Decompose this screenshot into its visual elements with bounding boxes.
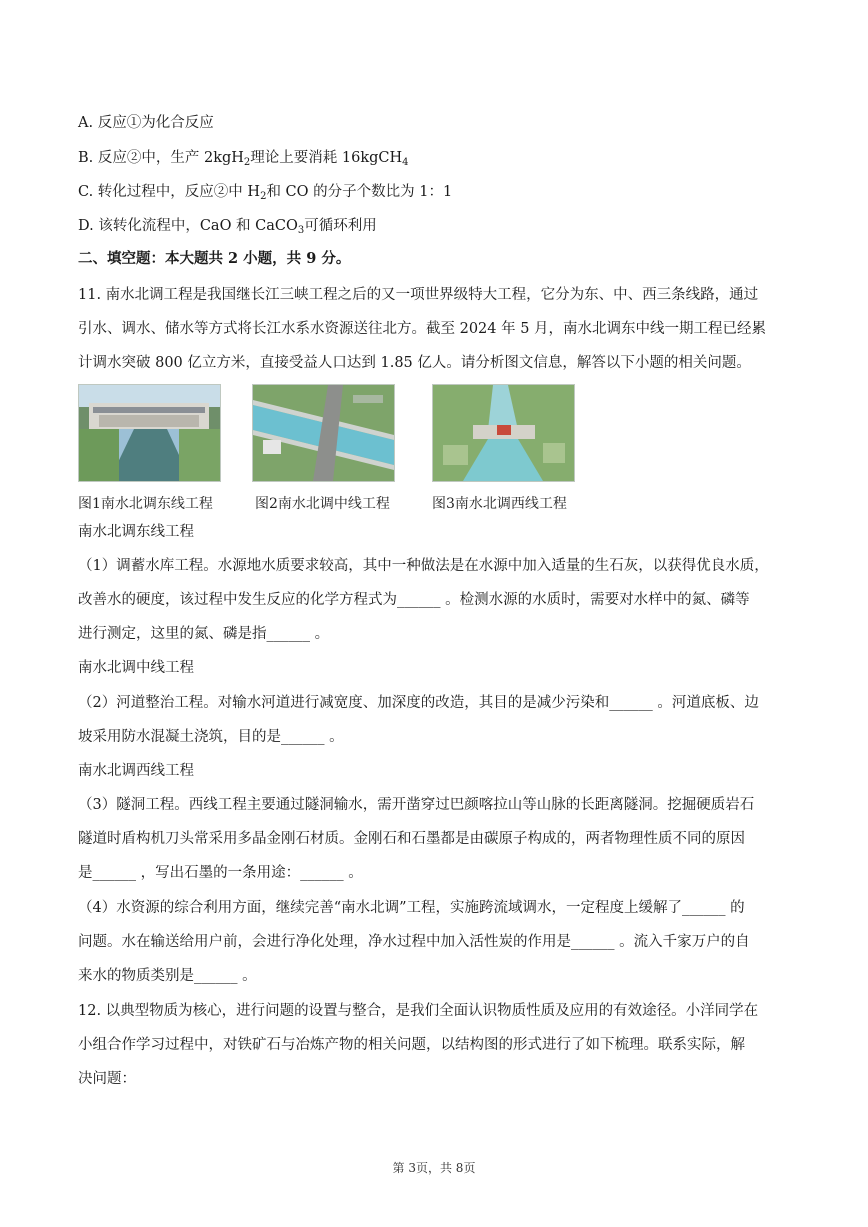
east-heading: 南水北调东线工程: [78, 524, 194, 540]
p1-line-2: 改善水的硬度，该过程中发生反应的化学方程式为______ 。检测水源的水质时，需要对水样中的氮、磷等: [78, 592, 750, 608]
p3-line-1: （3）隧洞工程。西线工程主要通过隧洞输水，需开凿穿过巴颜喀拉山等山脉的长距离隧洞。挖掘硬质岩石: [78, 797, 755, 813]
section-title: 二、填空题：本大题共 2 小题，共 9 分。: [78, 250, 351, 267]
q11-line-1: 11. 南水北调工程是我国继长江三峡工程之后的又一项世界级特大工程，它分为东、中、西三条线路，通过: [78, 287, 759, 303]
page-footer: 第 3页，共 8页: [392, 1161, 476, 1175]
caption-3: 图3南水北调西线工程: [432, 496, 567, 512]
p4-line-2: 问题。水在输送给用户前，会进行净化处理，净水过程中加入活性炭的作用是______ 。流入千家万户的自: [78, 934, 750, 950]
p1-line-3: 进行测定，这里的氮、磷是指______ 。: [78, 626, 330, 642]
q12-line-3: 决问题：: [78, 1071, 136, 1087]
caption-1: 图1南水北调东线工程: [78, 496, 213, 512]
q12-line-1: 12. 以典型物质为核心，进行问题的设置与整合，是我们全面认识物质性质及应用的有效途径。小洋同学在: [78, 1003, 759, 1019]
p2-line-1: （2）河道整治工程。对输水河道进行减宽度、加深度的改造，其目的是减少污染和______ 。河道底板、边: [78, 695, 759, 711]
west-route-photo: [432, 384, 575, 482]
west-heading: 南水北调西线工程: [78, 763, 194, 779]
east-route-photo: [78, 384, 221, 482]
q11-line-3: 计调水突破 800 亿立方米，直接受益人口达到 1.85 亿人。请分析图文信息，解答以下小题的相关问题。: [78, 355, 751, 371]
middle-route-photo: [252, 384, 395, 482]
option-a: A. 反应①为化合反应: [78, 115, 214, 131]
q11-line-2: 引水、调水、储水等方式将长江水系水资源送往北方。截至 2024 年 5 月，南水北调东中线一期工程已经累: [78, 321, 767, 337]
middle-heading: 南水北调中线工程: [78, 660, 194, 676]
p4-line-3: 来水的物质类别是______ 。: [78, 968, 257, 984]
caption-2: 图2南水北调中线工程: [255, 496, 390, 512]
p2-line-2: 坡采用防水混凝土浇筑，目的是______ 。: [78, 729, 344, 745]
q12-line-2: 小组合作学习过程中，对铁矿石与冶炼产物的相关问题，以结构图的形式进行了如下梳理。联系实际，解: [78, 1037, 745, 1053]
option-d: D. 该转化流程中，CaO 和 CaCO$_3$可循环利用: [78, 218, 377, 236]
option-b: B. 反应②中，生产 2kgH$_2$理论上要消耗 16kgCH$_4$: [78, 150, 409, 168]
p3-line-2: 隧道时盾构机刀头常采用多晶金刚石材质。金刚石和石墨都是由碳原子构成的，两者物理性质不同的原因: [78, 831, 745, 847]
p4-line-1: （4）水资源的综合利用方面，继续完善“南水北调”工程，实施跨流域调水，一定程度上缓解了______ 的: [78, 900, 745, 916]
p3-line-3: 是______ ，写出石墨的一条用途：______ 。: [78, 865, 363, 881]
p1-line-1: （1）调蓄水库工程。水源地水质要求较高，其中一种做法是在水源中加入适量的生石灰，以获得优良水质，: [78, 558, 769, 574]
option-c: C. 转化过程中，反应②中 $H_2$和 CO 的分子个数比为 1：1: [78, 184, 453, 202]
